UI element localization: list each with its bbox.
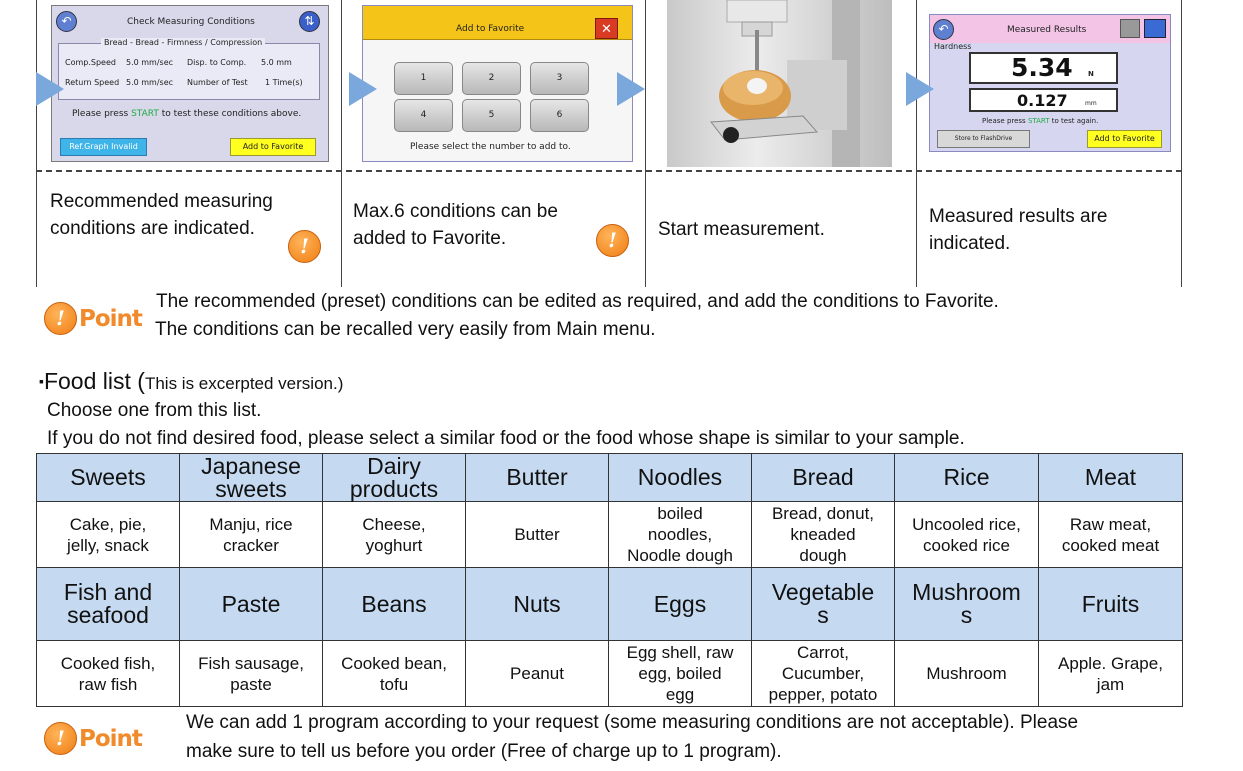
food-items-cell-text: Mushroom	[926, 664, 1007, 683]
category-header-cell-text: sweets	[215, 475, 287, 502]
food-items-cell	[1039, 641, 1183, 707]
screen-title: Check Measuring Conditions	[127, 17, 255, 27]
rheometer-bread-illustration	[667, 0, 892, 167]
start-prompt: Please press START to test these conditions above.	[72, 109, 302, 119]
category-header-cell-text: s	[817, 602, 829, 628]
dialog-prompt: Please select the number to add to.	[410, 142, 571, 152]
step-3-caption: Start measurement.	[658, 219, 825, 240]
food-items-cell-text: Fish sausage,	[198, 653, 304, 673]
food-items-cell-text: egg, boiled	[638, 664, 722, 683]
food-items-cell-text: Cake, pie,	[69, 514, 147, 534]
category-header-cell-text: products	[349, 475, 439, 502]
step-divider	[36, 170, 1182, 172]
food-items-cell-text: Uncooled rice,	[912, 514, 1021, 534]
food-items-cell-text: Raw meat,	[1069, 514, 1152, 534]
food-items-cell-text: dough	[799, 546, 847, 565]
food-items-cell	[37, 502, 180, 568]
food-items-cell	[609, 641, 752, 707]
food-items-row	[37, 641, 1183, 707]
category-header-cell-text: Bread	[792, 464, 854, 490]
food-items-cell-text: pepper, potato	[768, 685, 878, 704]
favorite-slot-1[interactable]: 1	[394, 62, 453, 95]
category-header-cell	[323, 454, 466, 502]
food-items-cell-text: cracker	[223, 535, 279, 555]
food-items-cell-text: cooked meat	[1061, 535, 1160, 555]
category-header-cell	[609, 568, 752, 641]
store-flashdrive-button[interactable]: Store to FlashDrive	[937, 130, 1030, 148]
food-items-cell	[180, 502, 323, 568]
food-items-cell-text: Cooked fish,	[60, 653, 156, 673]
food-items-cell	[323, 502, 466, 568]
food-list-heading: ▪Food list (This is excerpted version.)	[39, 368, 344, 394]
close-icon[interactable]: ✕	[595, 18, 618, 39]
category-header-cell-text: Sweets	[70, 464, 146, 490]
primary-result-unit: N	[1088, 70, 1094, 78]
point1-line2: The conditions can be recalled very easily from Main menu.	[155, 319, 656, 340]
conditions-subtitle: Bread - Bread - Firmness / Compression	[101, 38, 265, 47]
food-items-cell-text: Cooked bean,	[341, 653, 447, 673]
point-label: Point	[79, 725, 142, 752]
food-items-cell-text: egg	[665, 685, 695, 704]
food-items-cell-text: Manju, rice	[209, 514, 293, 534]
step-arrow-icon	[349, 72, 377, 106]
primary-result-value: 5.34	[1011, 53, 1073, 82]
category-header-cell-text: Nuts	[513, 590, 561, 617]
conditions-box	[58, 38, 320, 100]
caution-icon: !	[596, 224, 629, 257]
food-items-cell-text: jam	[1096, 674, 1125, 694]
add-favorite-button[interactable]: Add to Favorite	[230, 138, 316, 156]
favorite-slot-5[interactable]: 5	[462, 99, 521, 132]
category-header-cell-text: Beans	[361, 590, 427, 617]
food-items-cell	[752, 641, 895, 707]
disp-value: 5.0 mm	[261, 58, 292, 67]
category-header-cell-text: Mushroom	[912, 579, 1021, 605]
food-items-cell-text: Apple. Grape,	[1058, 653, 1163, 673]
step-arrow-icon	[617, 72, 645, 106]
food-items-cell	[895, 502, 1039, 568]
return-speed-label: Return Speed	[65, 78, 120, 87]
category-header-row	[37, 568, 1183, 641]
check-conditions-screen	[51, 5, 329, 162]
food-items-cell	[466, 502, 609, 568]
food-items-cell	[752, 502, 895, 568]
food-items-cell-text: Cheese,	[362, 514, 426, 534]
hardness-label: Hardness	[934, 42, 972, 51]
category-header-cell	[466, 454, 609, 502]
tests-label: Number of Test	[187, 78, 248, 87]
food-items-cell	[180, 641, 323, 707]
favorite-slot-2[interactable]: 2	[462, 62, 521, 95]
retest-prompt: Please press START to test again.	[982, 117, 1099, 125]
food-items-cell-text: Bread, donut,	[771, 504, 875, 523]
food-instruction-2: If you do not find desired food, please select a similar food or the food whose shape is similar to your sample.	[47, 428, 965, 449]
category-header-cell	[752, 568, 895, 641]
category-header-cell	[609, 454, 752, 502]
add-favorite-screen	[362, 5, 633, 162]
food-list-table	[36, 453, 1183, 707]
category-header-cell	[752, 454, 895, 502]
category-header-cell	[37, 568, 180, 641]
food-instruction-1: Choose one from this list.	[47, 400, 262, 421]
swap-icon: ⇅	[299, 11, 320, 32]
disp-label: Disp. to Comp.	[187, 58, 247, 67]
measurement-photo	[667, 0, 892, 167]
category-header-cell	[180, 454, 323, 502]
food-items-cell-text: boiled	[657, 504, 703, 523]
measured-results-screen	[929, 14, 1171, 152]
ref-graph-button[interactable]: Ref.Graph Invalid	[60, 138, 147, 156]
category-header-cell-text: Fruits	[1081, 590, 1140, 617]
food-items-cell-text: tofu	[379, 674, 409, 694]
food-items-cell-text: Egg shell, raw	[626, 643, 734, 662]
dialog-title-bar	[363, 6, 632, 40]
point-badge	[44, 302, 142, 335]
tests-value: 1 Time(s)	[265, 78, 303, 87]
step-arrow-icon	[906, 72, 934, 106]
food-items-row	[37, 502, 1183, 568]
results-title: Measured Results	[1007, 25, 1087, 35]
secondary-result-box	[969, 88, 1118, 112]
primary-result-box	[969, 52, 1118, 84]
comp-speed-label: Comp.Speed	[65, 58, 116, 67]
point-label: Point	[79, 305, 142, 332]
category-header-cell	[895, 568, 1039, 641]
point2-line1: We can add 1 program according to your request (some measuring conditions are not acceptable). Please	[186, 712, 1079, 733]
point-badge	[44, 722, 142, 755]
category-header-cell	[37, 454, 180, 502]
category-header-cell-text: Meat	[1084, 464, 1137, 490]
step-2-caption: Max.6 conditions can be added to Favorite.	[353, 201, 558, 249]
secondary-result-unit: mm	[1085, 100, 1097, 107]
graph-icon	[1144, 19, 1166, 38]
category-header-cell	[466, 568, 609, 641]
caution-icon: !	[288, 230, 321, 263]
food-items-cell-text: raw fish	[78, 674, 138, 694]
food-items-cell-text: noodles,	[647, 525, 713, 544]
food-items-cell-text: Noodle dough	[627, 546, 733, 565]
food-items-cell	[323, 641, 466, 707]
category-header-row	[37, 454, 1183, 502]
category-header-cell	[323, 568, 466, 641]
folder-icon	[1120, 19, 1140, 38]
category-header-cell-text: Noodles	[637, 464, 723, 490]
food-items-cell	[466, 641, 609, 707]
category-header-cell-text: Rice	[943, 464, 990, 490]
dialog-title: Add to Favorite	[456, 24, 525, 34]
food-items-cell	[609, 502, 752, 568]
back-icon: ↶	[933, 19, 954, 40]
food-items-cell-text: cooked rice	[923, 535, 1010, 555]
step-1-caption: Recommended measuring conditions are indicated.	[50, 191, 273, 239]
point-icon: !	[44, 722, 77, 755]
point1-line1: The recommended (preset) conditions can be edited as required, and add the conditions to Favorite.	[156, 291, 999, 312]
category-header-cell	[180, 568, 323, 641]
food-items-cell-text: paste	[230, 674, 272, 694]
add-favorite-button[interactable]: Add to Favorite	[1087, 130, 1162, 148]
category-header-cell-text: Dairy	[367, 452, 421, 479]
category-header-cell	[895, 454, 1039, 502]
favorite-slot-3[interactable]: 3	[530, 62, 589, 95]
category-header-cell	[1039, 568, 1183, 641]
favorite-slot-4[interactable]: 4	[394, 99, 453, 132]
secondary-result-value: 0.127	[1017, 91, 1068, 110]
category-header-cell-text: s	[960, 602, 973, 628]
food-items-cell-text: Peanut	[510, 664, 564, 683]
point2-line2: make sure to tell us before you order (Free of charge up to 1 program).	[186, 741, 782, 762]
category-header-cell-text: Fish and	[63, 579, 153, 605]
food-items-cell	[1039, 502, 1183, 568]
category-header-cell	[1039, 454, 1183, 502]
step-4-caption: Measured results are indicated.	[929, 206, 1108, 254]
category-header-cell-text: Vegetable	[771, 579, 875, 605]
category-header-cell-text: Eggs	[653, 590, 707, 617]
food-items-cell-text: jelly, snack	[67, 535, 149, 555]
category-header-cell-text: Butter	[506, 464, 568, 490]
category-header-cell-text: Paste	[221, 590, 281, 617]
comp-speed-value: 5.0 mm/sec	[126, 58, 174, 67]
food-items-cell-text: Cucumber,	[781, 664, 865, 683]
favorite-slot-6[interactable]: 6	[530, 99, 589, 132]
category-header-cell-text: seafood	[67, 602, 149, 628]
food-items-cell-text: Butter	[514, 525, 560, 544]
food-items-cell-text: Carrot,	[797, 643, 849, 662]
food-items-cell	[895, 641, 1039, 707]
food-items-cell	[37, 641, 180, 707]
category-header-cell-text: Japanese	[201, 452, 301, 479]
food-items-cell-text: kneaded	[790, 525, 856, 544]
return-speed-value: 5.0 mm/sec	[126, 78, 174, 87]
point-icon: !	[44, 302, 77, 335]
food-items-cell-text: yoghurt	[365, 535, 423, 555]
step-arrow-icon	[36, 72, 64, 106]
back-icon: ↶	[56, 11, 77, 32]
